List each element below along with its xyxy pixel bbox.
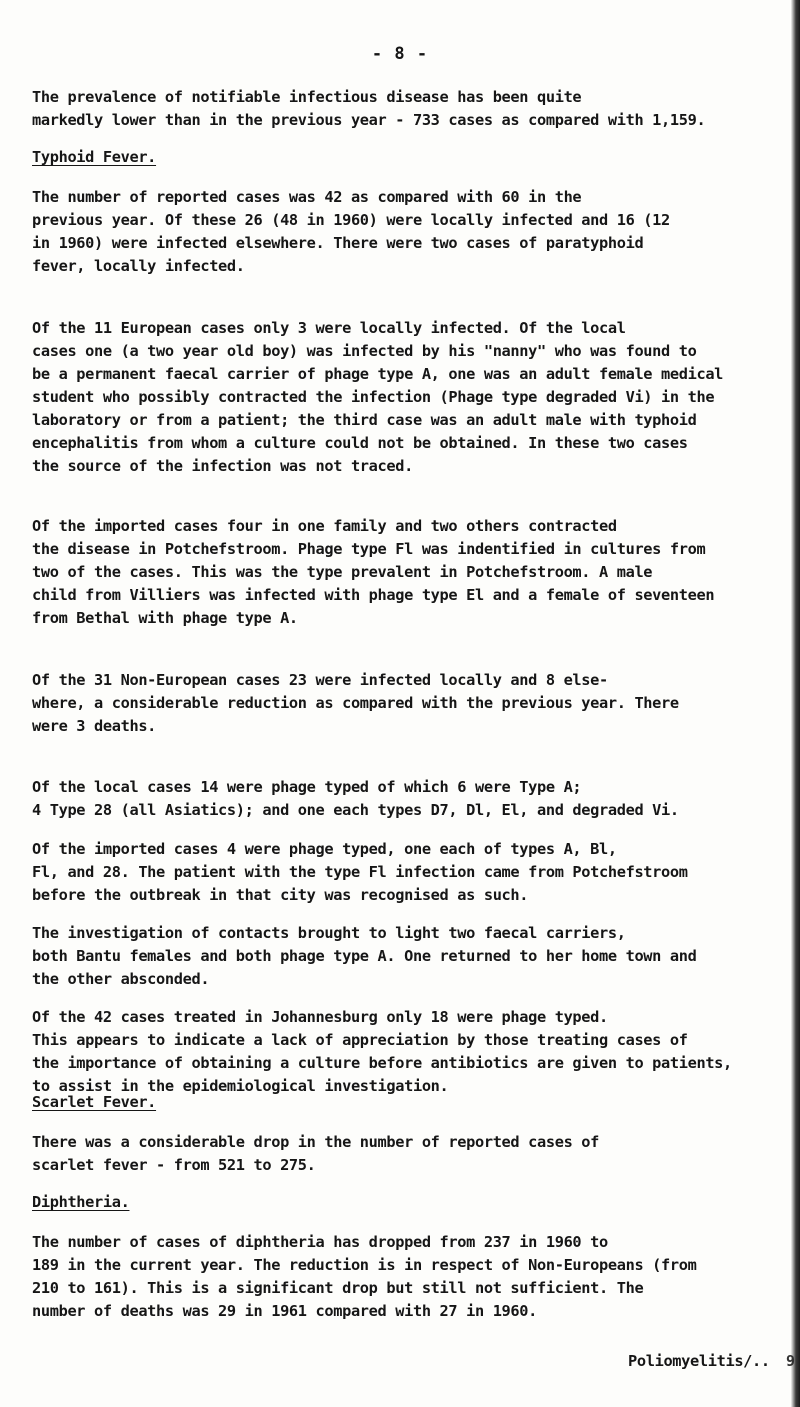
text-line: were 3 deaths. [32, 717, 157, 735]
text-line: to assist in the epidemiological investigation. [32, 1077, 449, 1095]
text-line: Of the local cases 14 were phage typed of which 6 were Type A; [32, 778, 582, 796]
text-line: Fl, and 28. The patient with the type Fl infection came from Potchefstroom [32, 863, 688, 881]
catchword: Poliomyelitis/.. [628, 1352, 770, 1370]
text-line: the disease in Potchefstroom. Phage type Fl was indentified in cultures from [32, 540, 706, 558]
text-line: before the outbreak in that city was recognised as such. [32, 886, 529, 904]
text-line: two of the cases. This was the type prevalent in Potchefstroom. A male [32, 563, 653, 581]
text-line: fever, locally infected. [32, 257, 245, 275]
scarlet-fever-heading: Scarlet Fever. [32, 1093, 157, 1111]
text-line: both Bantu females and both phage type A. One returned to her home town and [32, 947, 697, 965]
page-edge-shadow [791, 0, 800, 1407]
text-line: student who possibly contracted the infection (Phage type degraded Vi) in the [32, 388, 715, 406]
text-line: cases one (a two year old boy) was infected by his "nanny" who was found to [32, 342, 697, 360]
typhoid-paragraph-2 [32, 317, 790, 478]
diphtheria-paragraph [32, 1231, 790, 1323]
text-line: The investigation of contacts brought to light two faecal carriers, [32, 924, 626, 942]
typhoid-paragraph-1 [32, 186, 790, 278]
text-line: number of deaths was 29 in 1961 compared with 27 in 1960. [32, 1302, 537, 1320]
text-line: Of the imported cases four in one family and two others contracted [32, 517, 617, 535]
text-line: Of the 42 cases treated in Johannesburg only 18 were phage typed. [32, 1008, 608, 1026]
text-line: child from Villiers was infected with phage type El and a female of seventeen [32, 586, 715, 604]
text-line: previous year. Of these 26 (48 in 1960) were locally infected and 16 (12 [32, 211, 670, 229]
text-line: from Bethal with phage type A. [32, 609, 298, 627]
typhoid-paragraph-4 [32, 669, 790, 738]
text-line: markedly lower than in the previous year - 733 cases as compared with 1,159. [32, 111, 706, 129]
text-line: 189 in the current year. The reduction is in respect of Non-Europeans (from [32, 1256, 697, 1274]
typhoid-paragraph-8 [32, 1006, 790, 1098]
edge-page-mark: 9 [786, 1352, 796, 1370]
text-line: Of the imported cases 4 were phage typed, one each of types A, Bl, [32, 840, 617, 858]
text-line: the other absconded. [32, 970, 210, 988]
text-line: The number of cases of diphtheria has dropped from 237 in 1960 to [32, 1233, 608, 1251]
text-line: encephalitis from whom a culture could not be obtained. In these two cases [32, 434, 688, 452]
typhoid-paragraph-3 [32, 515, 790, 630]
text-line: where, a considerable reduction as compared with the previous year. There [32, 694, 679, 712]
text-line: 4 Type 28 (all Asiatics); and one each types D7, Dl, El, and degraded Vi. [32, 801, 679, 819]
text-line: There was a considerable drop in the number of reported cases of [32, 1133, 600, 1151]
scarlet-fever-paragraph [32, 1131, 790, 1177]
text-line: the importance of obtaining a culture before antibiotics are given to patients, [32, 1054, 732, 1072]
text-line: The prevalence of notifiable infectious disease has been quite [32, 88, 582, 106]
diphtheria-heading: Diphtheria. [32, 1193, 130, 1211]
typhoid-paragraph-7 [32, 922, 790, 991]
intro-paragraph [32, 86, 790, 132]
text-line: laboratory or from a patient; the third case was an adult male with typhoid [32, 411, 697, 429]
text-line: The number of reported cases was 42 as compared with 60 in the [32, 188, 582, 206]
page-number: - 8 - [371, 44, 429, 64]
text-line: scarlet fever - from 521 to 275. [32, 1156, 316, 1174]
text-line: 210 to 161). This is a significant drop but still not sufficient. The [32, 1279, 644, 1297]
text-line: be a permanent faecal carrier of phage type A, one was an adult female medical [32, 365, 724, 383]
text-line: Of the 31 Non-European cases 23 were infected locally and 8 else- [32, 671, 608, 689]
text-line: in 1960) were infected elsewhere. There were two cases of paratyphoid [32, 234, 644, 252]
typhoid-paragraph-5 [32, 776, 790, 822]
text-line: This appears to indicate a lack of appreciation by those treating cases of [32, 1031, 688, 1049]
typhoid-paragraph-6 [32, 838, 790, 907]
typhoid-heading: Typhoid Fever. [32, 148, 157, 166]
text-line: Of the 11 European cases only 3 were locally infected. Of the local [32, 319, 626, 337]
text-line: the source of the infection was not traced. [32, 457, 413, 475]
